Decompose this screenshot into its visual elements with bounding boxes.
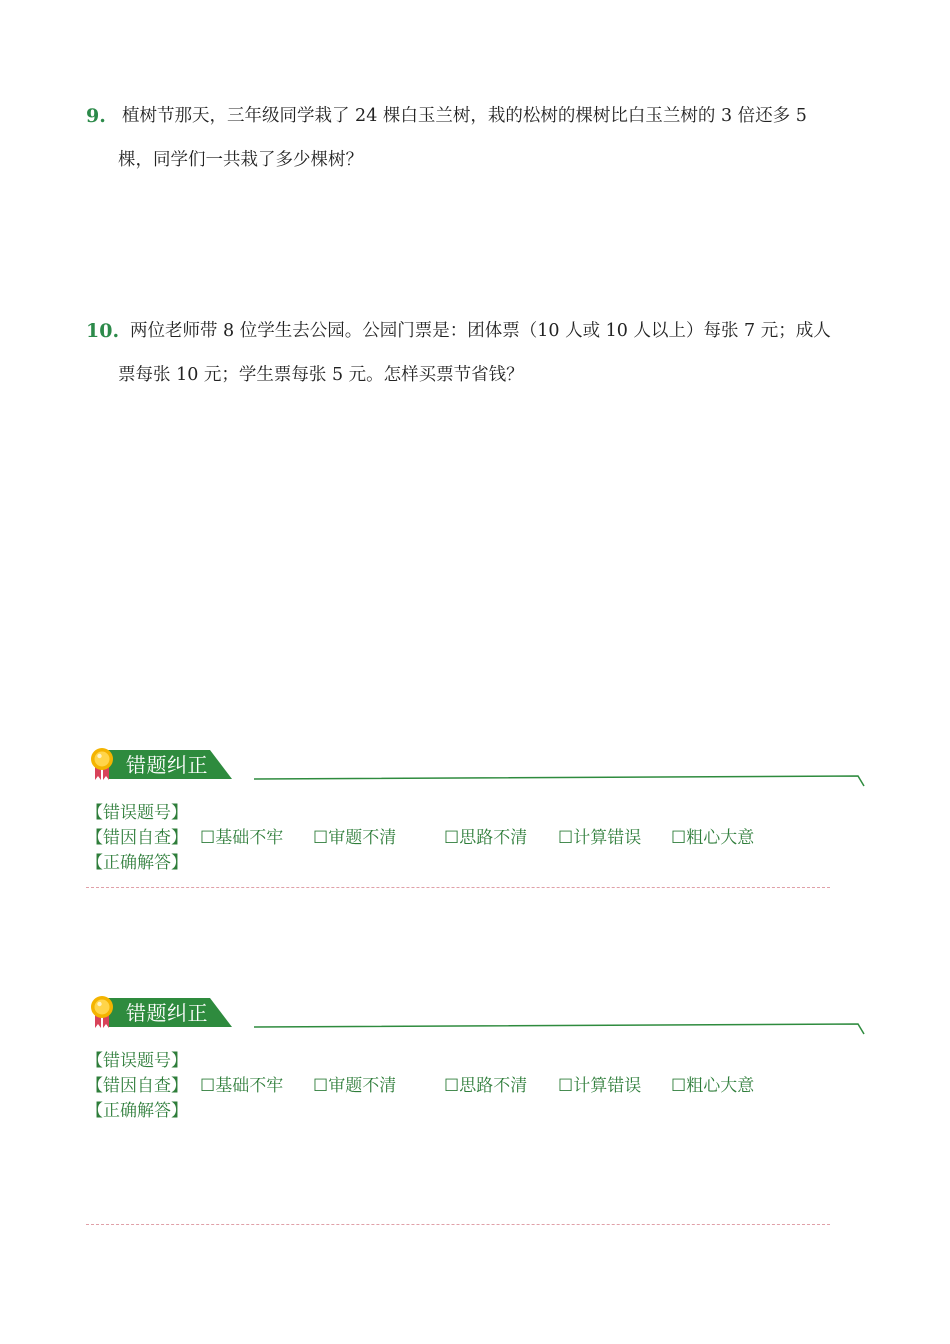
medal-icon: [88, 994, 118, 1030]
question-10: [86, 309, 876, 397]
medal-icon: [88, 746, 118, 782]
error-number-label: 【错误题号】: [86, 803, 188, 823]
correction-section-1: [86, 748, 876, 898]
option-careless[interactable]: ☐粗心大意: [671, 828, 755, 848]
question-number: 10.: [86, 320, 120, 342]
correction-banner: [86, 996, 236, 1030]
correction-banner: [86, 748, 236, 782]
question-9: [86, 94, 876, 182]
option-weak-foundation[interactable]: ☐基础不牢: [200, 828, 284, 848]
banner-title: 错题纠正: [126, 1001, 208, 1025]
option-misread-question[interactable]: ☐审题不清: [313, 828, 397, 848]
dashed-divider: [86, 887, 830, 888]
correct-answer-label: 【正确解答】: [86, 1101, 188, 1121]
option-misread-question[interactable]: ☐审题不清: [313, 1076, 397, 1096]
option-unclear-approach[interactable]: ☐思路不清: [444, 828, 528, 848]
option-careless[interactable]: ☐粗心大意: [671, 1076, 755, 1096]
correction-section-2: [86, 996, 876, 1236]
option-calculation-error[interactable]: ☐计算错误: [558, 828, 642, 848]
question-number: 9.: [86, 105, 106, 127]
banner-title: 错题纠正: [126, 753, 208, 777]
dashed-divider: [86, 1224, 830, 1225]
banner-rule: [254, 1018, 866, 1036]
error-cause-row: [86, 1074, 755, 1099]
correct-answer-label: 【正确解答】: [86, 853, 188, 873]
question-text-line-2: 棵，同学们一共栽了多少棵树？: [118, 150, 363, 170]
banner-rule: [254, 770, 866, 788]
correction-fields: [86, 1049, 755, 1124]
question-text-line-1: 两位老师带 8 位学生去公园。公园门票是：团体票（10 人或 10 人以上）每张 7 元；成人: [130, 321, 831, 341]
error-cause-label: 【错因自查】: [86, 1076, 188, 1096]
error-number-label: 【错误题号】: [86, 1051, 188, 1071]
question-text-line-1: 植树节那天，三年级同学栽了 24 棵白玉兰树，栽的松树的棵树比白玉兰树的 3 倍还多 5: [122, 106, 807, 126]
question-text-line-2: 票每张 10 元；学生票每张 5 元。怎样买票节省钱？: [118, 365, 524, 385]
option-weak-foundation[interactable]: ☐基础不牢: [200, 1076, 284, 1096]
correction-fields: [86, 801, 755, 876]
error-cause-label: 【错因自查】: [86, 828, 188, 848]
error-cause-row: [86, 826, 755, 851]
option-unclear-approach[interactable]: ☐思路不清: [444, 1076, 528, 1096]
option-calculation-error[interactable]: ☐计算错误: [558, 1076, 642, 1096]
